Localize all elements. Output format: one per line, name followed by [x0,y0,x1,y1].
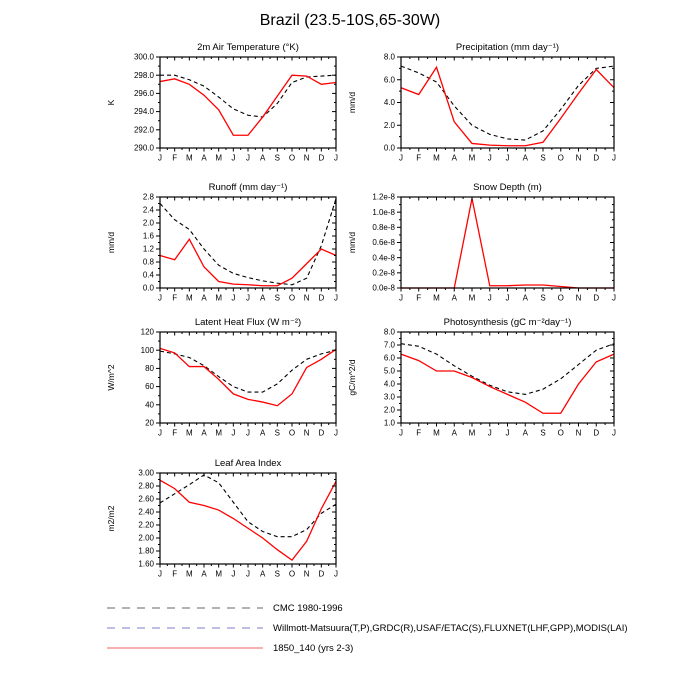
svg-text:N: N [303,153,310,163]
svg-text:0.8e-8: 0.8e-8 [372,222,395,232]
svg-text:8.0: 8.0 [383,327,395,337]
svg-text:J: J [399,153,403,163]
svg-text:D: D [593,428,600,438]
svg-text:F: F [416,153,422,163]
svg-text:290.0: 290.0 [133,143,154,153]
svg-text:J: J [487,428,492,438]
svg-text:300.0: 300.0 [133,52,154,62]
svg-text:J: J [246,428,250,438]
svg-text:3.00: 3.00 [138,468,154,478]
svg-text:M: M [215,293,223,303]
svg-text:M: M [215,428,223,438]
svg-text:F: F [172,428,178,438]
svg-text:F: F [416,428,422,438]
svg-text:298.0: 298.0 [133,70,154,80]
svg-text:M: M [433,293,440,303]
air-temperature-chart [100,52,344,170]
svg-text:J: J [231,569,236,579]
legend-swatch-dashed-gray [105,598,265,618]
svg-text:M: M [468,153,476,163]
svg-text:mm/d: mm/d [347,231,357,254]
svg-text:1.60: 1.60 [138,559,154,569]
svg-text:0.8: 0.8 [142,257,154,267]
svg-text:40: 40 [145,400,154,410]
svg-text:J: J [612,293,616,303]
svg-text:J: J [334,153,338,163]
svg-text:mm/d: mm/d [106,231,116,254]
leaf-area-index-chart [100,468,344,586]
svg-text:S: S [274,569,281,579]
panel-title-leaf-area-index: Leaf Area Index [214,458,282,469]
svg-text:J: J [399,428,403,438]
snow-depth-chart [341,192,622,310]
svg-text:M: M [433,153,440,163]
panel-title-photosynthesis: Photosynthesis (gC m⁻²day⁻¹) [443,317,572,328]
svg-text:A: A [522,428,528,438]
svg-text:D: D [318,153,325,163]
svg-text:M: M [185,569,193,579]
svg-text:0.0: 0.0 [142,283,154,293]
svg-text:M: M [185,153,193,163]
svg-text:60: 60 [145,382,154,392]
svg-text:0.4e-8: 0.4e-8 [372,253,395,263]
precipitation-chart [341,52,622,170]
svg-text:J: J [505,293,510,303]
svg-text:J: J [487,293,492,303]
svg-text:4.0: 4.0 [383,379,395,389]
svg-text:1.80: 1.80 [138,546,154,556]
svg-text:A: A [201,293,207,303]
svg-text:N: N [303,428,310,438]
svg-text:A: A [201,428,207,438]
legend-item-model-run [105,638,628,658]
svg-text:S: S [540,153,546,163]
svg-text:O: O [288,569,296,579]
svg-text:J: J [158,293,162,303]
svg-text:O: O [288,428,296,438]
svg-text:2.0: 2.0 [383,120,395,130]
svg-text:120: 120 [140,327,154,337]
svg-text:N: N [303,293,310,303]
svg-text:294.0: 294.0 [133,107,154,117]
svg-text:J: J [246,293,250,303]
svg-text:7.0: 7.0 [383,340,395,350]
svg-text:A: A [451,153,457,163]
svg-text:A: A [259,569,266,579]
svg-text:1.2e-8: 1.2e-8 [372,192,395,202]
latent-heat-flux-chart [100,327,344,445]
svg-text:A: A [201,569,207,579]
svg-text:1.2: 1.2 [142,244,154,254]
svg-text:F: F [172,293,178,303]
svg-text:N: N [575,428,582,438]
panel-title-runoff: Runoff (mm day⁻¹) [208,182,288,193]
svg-text:O: O [557,153,564,163]
legend-label-obs-datasets: Willmott-Matsuura(T,P),GRDC(R),USAF/ETAC(S),FLUXNET(LHF,GPP),MODIS(LAI) [273,622,628,634]
svg-text:F: F [172,153,178,163]
svg-text:J: J [158,569,162,579]
svg-text:2.60: 2.60 [138,494,154,504]
svg-text:J: J [246,569,250,579]
svg-text:M: M [185,293,193,303]
legend-swatch-solid-red [105,638,265,658]
svg-text:mm/d: mm/d [347,91,357,114]
legend-label-cmc: CMC 1980-1996 [273,602,343,614]
svg-text:A: A [259,153,266,163]
svg-text:F: F [416,293,422,303]
svg-text:M: M [468,428,476,438]
svg-text:N: N [575,153,582,163]
svg-text:D: D [593,293,600,303]
svg-text:N: N [303,569,310,579]
svg-text:M: M [468,293,476,303]
svg-text:1.0: 1.0 [383,418,395,428]
svg-text:S: S [274,428,281,438]
svg-text:W/m^2: W/m^2 [106,364,116,391]
svg-text:1.6: 1.6 [142,231,154,241]
svg-text:4.0: 4.0 [383,98,395,108]
svg-text:J: J [158,428,162,438]
svg-text:5.0: 5.0 [383,366,395,376]
svg-text:A: A [259,428,266,438]
svg-text:2.40: 2.40 [138,507,154,517]
svg-text:A: A [201,153,207,163]
svg-text:J: J [487,153,492,163]
svg-text:2.0: 2.0 [142,218,154,228]
svg-text:2.8: 2.8 [142,192,154,202]
svg-text:J: J [334,428,338,438]
svg-text:J: J [334,569,338,579]
svg-text:292.0: 292.0 [133,125,154,135]
svg-text:J: J [334,293,338,303]
svg-text:J: J [612,153,616,163]
svg-text:A: A [522,293,528,303]
svg-text:m2/m2: m2/m2 [106,505,116,532]
svg-text:D: D [318,569,325,579]
panel-title-precipitation: Precipitation (mm day⁻¹) [455,42,560,53]
svg-text:J: J [231,293,236,303]
svg-text:D: D [318,428,325,438]
svg-text:gC/m^2/d: gC/m^2/d [347,359,357,396]
svg-text:6.0: 6.0 [383,353,395,363]
svg-text:M: M [215,569,223,579]
svg-text:3.0: 3.0 [383,392,395,402]
figure-title: Brazil (23.5-10S,65-30W) [259,12,441,29]
svg-text:J: J [246,153,250,163]
svg-text:296.0: 296.0 [133,89,154,98]
svg-text:2.4: 2.4 [142,205,154,215]
svg-text:D: D [593,153,600,163]
svg-text:S: S [274,293,281,303]
svg-text:2.80: 2.80 [138,481,154,491]
svg-text:J: J [505,153,510,163]
svg-text:2.20: 2.20 [138,520,154,530]
panel-title-snow-depth: Snow Depth (m) [473,182,542,193]
legend-item-obs-datasets [105,618,628,638]
svg-text:F: F [172,569,178,579]
svg-text:J: J [505,428,510,438]
svg-text:M: M [433,428,440,438]
svg-text:J: J [399,293,403,303]
photosynthesis-chart [341,327,622,445]
svg-text:0.2e-8: 0.2e-8 [372,268,395,278]
svg-text:M: M [185,428,193,438]
svg-text:0.6e-8: 0.6e-8 [372,238,395,248]
svg-text:K: K [106,99,116,106]
svg-text:0.0e-8: 0.0e-8 [372,283,395,293]
svg-text:J: J [231,153,236,163]
svg-text:S: S [274,153,281,163]
svg-text:O: O [557,293,564,303]
svg-text:20: 20 [145,418,154,428]
svg-text:N: N [575,293,582,303]
svg-text:0.4: 0.4 [142,270,154,280]
svg-text:80: 80 [145,364,154,373]
legend-label-model-run: 1850_140 (yrs 2-3) [273,642,354,654]
panel-title-latent-heat-flux: Latent Heat Flux (W m⁻²) [194,317,302,328]
svg-text:A: A [259,293,266,303]
svg-text:S: S [540,293,546,303]
svg-text:1.0e-8: 1.0e-8 [372,207,395,217]
svg-text:J: J [231,428,236,438]
svg-text:6.0: 6.0 [383,75,395,85]
svg-text:D: D [318,293,325,303]
svg-text:A: A [522,153,528,163]
svg-text:2.0: 2.0 [383,405,395,415]
svg-text:A: A [451,428,457,438]
legend-item-cmc [105,598,628,618]
svg-text:O: O [288,153,296,163]
svg-text:S: S [540,428,546,438]
svg-text:J: J [612,428,616,438]
svg-text:A: A [451,293,457,303]
legend-swatch-dashed-blue [105,618,265,638]
svg-text:100: 100 [140,345,154,355]
runoff-chart [100,192,344,310]
svg-text:O: O [557,428,564,438]
svg-text:0.0: 0.0 [383,143,395,153]
panel-title-air-temperature: 2m Air Temperature (°K) [197,42,299,53]
svg-text:O: O [288,293,296,303]
legend [105,598,628,658]
svg-text:2.00: 2.00 [138,533,154,543]
svg-text:M: M [215,153,223,163]
svg-text:J: J [158,153,162,163]
svg-text:8.0: 8.0 [383,52,395,62]
